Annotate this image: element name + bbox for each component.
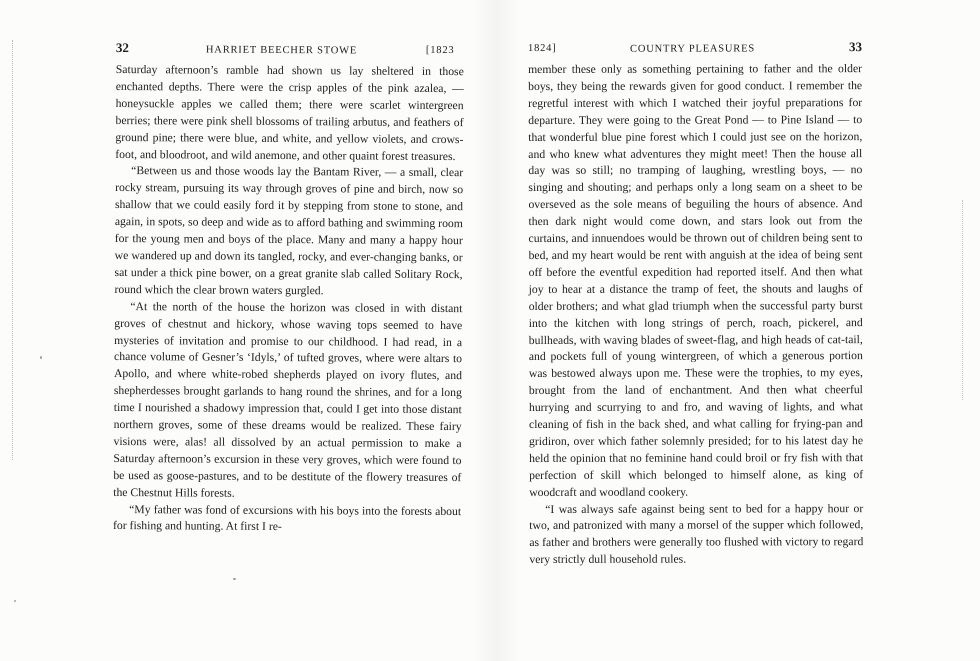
page-edge-marks xyxy=(12,40,23,460)
paragraph: member these only as something pertaining to father and the older boys, they being the rewards given for good conduct. I remember the regretful interest with which I watched their joyful preparations for departure. They were going to the Great Pond — to Pine Island — to that wonderful blue pine forest which I could just see on the horizon, and who knew what adventures they might meet! Then the house all day was so still; no tramping of laughing, wrestling boys, — no singing and shouting; and perhaps only a long seam on a sheet to be overseved as the sole means of beguiling the hours of absence. And then dark night would come down, and stars look out from the curtains, and innuendoes would be thrown out of children being sent to bed, and my heart would be rent with anguish at the idea of being sent off before the eventful expedition had reported itself. And then what joy to hear at a distance the tramp of feet, the shouts and laughs of older brothers; and what glad triumph when the successful party burst into the kitchen with long strings of perch, roach, pickerel, and bullheads, with waving blades of sweet-flag, and high heads of cat-tail, and pockets full of young wintergreen, of which a generous portion was bestowed always upon me. These were the trophies, to my eyes, brought from the land of enchantment. And then what cheerful hurrying and scurrying to and fro, and waving of lights, and what cleaning of fish in the back shed, and what calling for frying-pan and gridiron, over which father solemnly presided; for to his latest day he held the opinion that no feminine hand could broil or fry fish with that perfection of skill which belonged to himself alone, as king of woodcraft and woodland cookery. xyxy=(528,62,864,499)
running-title: HARRIET BEECHER STOWE xyxy=(205,44,358,57)
left-running-head xyxy=(116,40,464,64)
right-page-text xyxy=(528,61,863,569)
left-page-text xyxy=(113,62,464,537)
page-number: 32 xyxy=(115,40,129,56)
page-edge-marks-right xyxy=(962,200,969,400)
paragraph: “My father was fond of excursions with his boys into the forests about for fishing and hunting. At first I re- xyxy=(112,502,462,534)
print-speck xyxy=(233,578,236,580)
print-speck xyxy=(14,600,16,602)
right-running-head xyxy=(528,39,862,62)
paragraph: “At the north of the house the horizon was closed in with distant groves of chestnut and hickory, whose waving tops seemed to have mysteries of invitation and promise to our childhood. I had read, in a chance volume of Gesner’s ‘Idyls,’ of tufted groves, where were altars to Apollo, and where white-robed shepherds played on ivory flutes, and shepherdesses brought garlands to hang round the shrines, and for a long time I nourished a shadowy impression that, could I get into those distant northern groves, some of these dreams would be realized. These fairy visions were, alas! all dissolved by an actual permission to make a Saturday afternoon’s excursion in these very groves, which were found to be used as goose-pastures, and to be destitute of the flowery treasures of the Chestnut Hills forests. xyxy=(113,299,463,500)
running-year: [1823 xyxy=(425,44,455,57)
gutter-shadow xyxy=(472,0,522,661)
left-page xyxy=(113,40,464,537)
print-speck xyxy=(40,356,42,359)
paragraph: Saturday afternoon’s ramble had shown us lay sheltered in those enchanted depths. There were the crisp apples of the pink azalea, — honeysuckle apples we called them; there were scarlet wintergreen berries; there were pink shell blossoms of trailing arbutus, and feathers of ground pine; there were blue, and white, and yellow violets, and crows-foot, and bloodroot, and wild anemone, and other quaint forest treasures. xyxy=(115,62,464,163)
paragraph: “Between us and those woods lay the Bantam River, — a small, clear rocky stream, pursuing its way through groves of pine and birch, now so shallow that we could easily ford it by stepping from stone to stone, and again, in spots, so deep and wide as to afford bathing and swimming room for the young men and boys of the place. Many and many a happy hour we wandered up and down its tangled, rocky, and ever-changing banks, or sat under a thick pine bower, on a great granite slab called Solitary Rock, round which the clear brown waters gurgled. xyxy=(114,164,464,298)
running-year: 1824] xyxy=(528,42,557,54)
page-number: 33 xyxy=(848,39,863,55)
right-page xyxy=(528,39,863,569)
paragraph: “I was always safe against being sent to bed for a happy hour or two, and patronized with many a morsel of the supper which followed, as father and brothers were generally too flushed with victory to regard very strictly dull household rules. xyxy=(529,501,864,567)
running-title: COUNTRY PLEASURES xyxy=(630,43,755,55)
